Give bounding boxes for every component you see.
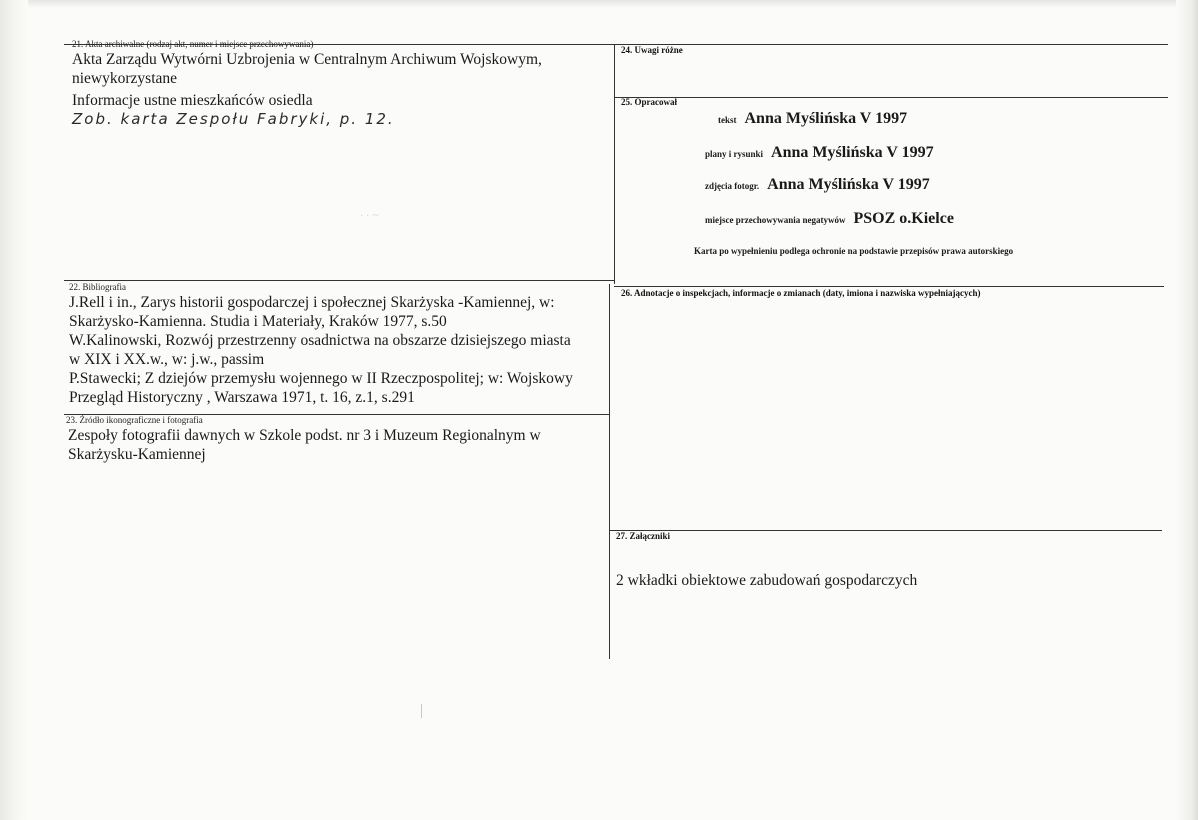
rule-25-26 [614, 286, 1164, 287]
section-23-iconography [66, 415, 606, 464]
prepared-plans-row [705, 144, 934, 162]
section-23-line-1: Zespoły fotografii dawnych w Szkole podst. nr 3 i Muzeum Regionalnym w [68, 427, 541, 444]
rule-top-right [614, 44, 1168, 45]
pencil-tick [421, 704, 422, 718]
section-22-label: 22. Bibliografia [69, 282, 126, 292]
attachments-text: 2 wkładki obiektowe zabudowań gospodarczych [616, 572, 918, 589]
prepared-photos-label: zdjęcia fotogr. [705, 181, 760, 191]
prepared-plans-value: Anna Myślińska V 1997 [771, 144, 934, 161]
section-25-label: 25. Opracował [621, 97, 677, 107]
bibliography-line: W.Kalinowski, Rozwój przestrzenny osadnictwa na obszarze dzisiejszego miasta [69, 332, 571, 349]
section-26-annotations [621, 288, 981, 299]
section-25-prepared-by [621, 97, 677, 108]
bibliography-line: P.Stawecki; Z dziejów przemysłu wojennego w II Rzeczpospolitej; w: Wojskowy [69, 370, 573, 387]
prepared-photos-row [705, 176, 930, 194]
prepared-photos-value: Anna Myślińska V 1997 [767, 176, 930, 193]
section-21-label: 21. Akta archiwalne (rodzaj akt, numer i miejsce przechowywania) [72, 39, 314, 49]
section-27-label: 27. Załączniki [616, 531, 671, 541]
section-27-attachments [616, 531, 670, 542]
section-21-line-2: niewykorzystane [72, 70, 178, 87]
rule-vertical-divider [614, 44, 615, 284]
prepared-plans-label: plany i rysunki [705, 149, 764, 159]
copyright-note-row [694, 241, 1013, 259]
section-24-remarks [621, 45, 683, 56]
prepared-text-row [718, 110, 907, 128]
prepared-text-value: Anna Myślińska V 1997 [744, 110, 908, 127]
negatives-location-label: miejsce przechowywania negatywów [705, 215, 846, 225]
bleed-through-mark: · · ~ [360, 208, 379, 222]
section-27-body [616, 571, 917, 590]
copyright-note: Karta po wypełnieniu podlega ochronie na podstawie przepisów prawa autorskiego [694, 246, 1014, 256]
scan-edge-left [0, 0, 28, 820]
prepared-text-label: tekst [718, 115, 737, 125]
section-21-archives [72, 39, 607, 128]
rule-24-25 [614, 97, 1168, 98]
rule-26-27 [609, 530, 1162, 531]
rule-21-22 [64, 280, 614, 281]
bibliography-line: J.Rell i in., Zarys historii gospodarczej i społecznej Skarżyska -Kamiennej, w: [69, 294, 555, 311]
section-23-line-2: Skarżysku-Kamiennej [68, 446, 206, 463]
section-21-handwritten-note: Zob. karta Zespołu Fabryki, p. 12. [72, 110, 395, 128]
bibliography-line: Skarżysko-Kamienna. Studia i Materiały, Kraków 1977, s.50 [69, 313, 447, 330]
bibliography-line: Przegląd Historyczny , Warszawa 1971, t. 16, z.1, s.291 [69, 389, 415, 406]
section-24-label: 24. Uwagi różne [621, 45, 683, 55]
scan-edge-top [0, 0, 1198, 8]
section-26-label: 26. Adnotacje o inspekcjach, informacje o zmianach (daty, imiona i nazwiska wypełniających) [621, 288, 981, 298]
section-21-line-3: Informacje ustne mieszkańców osiedla [72, 92, 313, 109]
bibliography-line: w XIX i XX.w., w: j.w., passim [69, 351, 265, 368]
section-22-bibliography [69, 282, 609, 407]
negatives-location-value: PSOZ o.Kielce [853, 210, 954, 227]
negatives-location-row [705, 210, 954, 228]
section-21-line-1: Akta Zarządu Wytwórni Uzbrojenia w Centralnym Archiwum Wojskowym, [72, 51, 542, 68]
scan-edge-right [1176, 0, 1198, 820]
section-23-label: 23. Źródło ikonograficzne i fotografia [66, 415, 203, 425]
rule-vertical-divider-lower [609, 284, 610, 659]
